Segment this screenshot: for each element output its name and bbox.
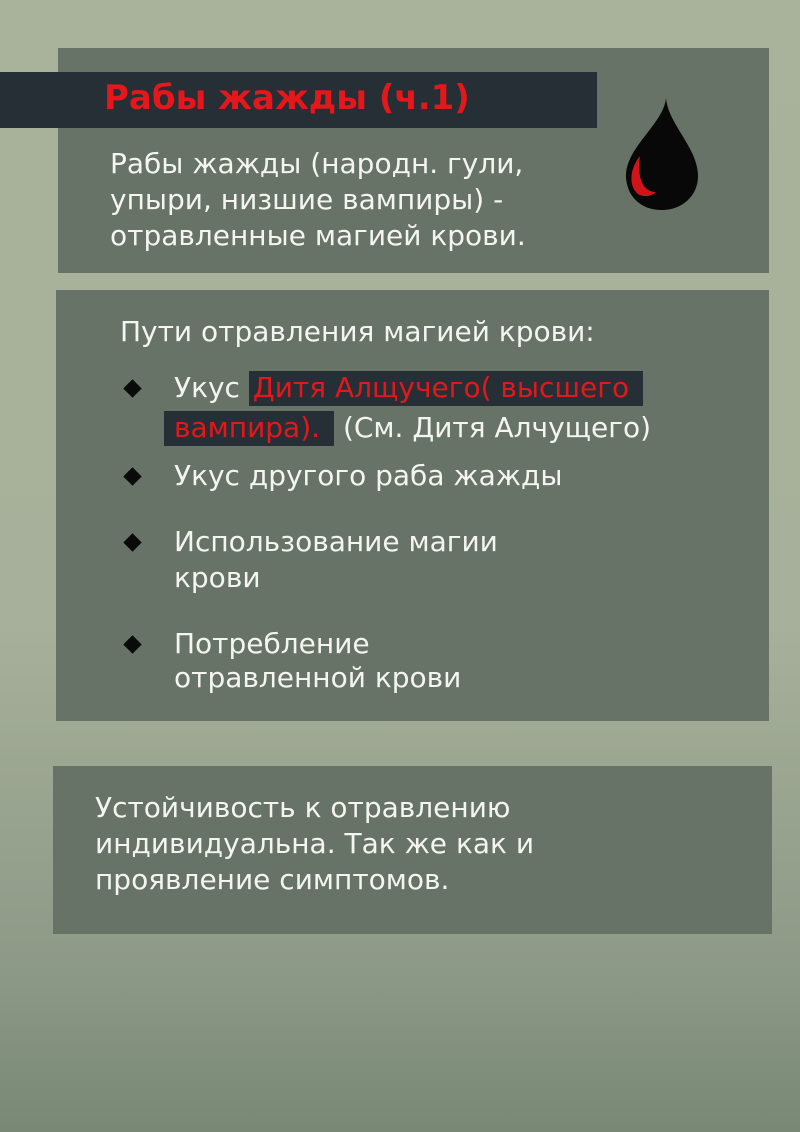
list-item <box>174 370 643 406</box>
list-item: Использование магии <box>174 525 498 558</box>
intro-text <box>110 146 526 254</box>
note-line: индивидуальна. Так же как и <box>95 827 535 860</box>
list-item-continuation: отравленной крови <box>174 661 462 694</box>
highlight-text: Дитя Алщучего( высшего <box>249 371 643 406</box>
page-title: Рабы жажды (ч.1) <box>104 78 470 118</box>
list-item-suffix: (См. Дитя Алчущего) <box>342 411 652 444</box>
list-item-continuation: крови <box>174 561 261 594</box>
intro-line: отравленные магией крови. <box>110 219 526 252</box>
list-item: Укус другого раба жажды <box>174 459 563 492</box>
highlight-text: вампира). <box>164 411 334 446</box>
intro-line: упыри, низшие вампиры) - <box>110 183 504 216</box>
ways-panel <box>56 290 769 721</box>
blood-drop-icon <box>622 96 700 212</box>
list-item-continuation <box>164 410 651 446</box>
note-line: проявление симптомов. <box>95 863 450 896</box>
note-line: Устойчивость к отравлению <box>95 791 511 824</box>
ways-heading: Пути отравления магией крови: <box>120 315 595 348</box>
note-text <box>95 790 534 898</box>
intro-line: Рабы жажды (народн. гули, <box>110 147 524 180</box>
list-item-prefix: Укус <box>174 371 240 404</box>
list-item: Потребление <box>174 627 370 660</box>
